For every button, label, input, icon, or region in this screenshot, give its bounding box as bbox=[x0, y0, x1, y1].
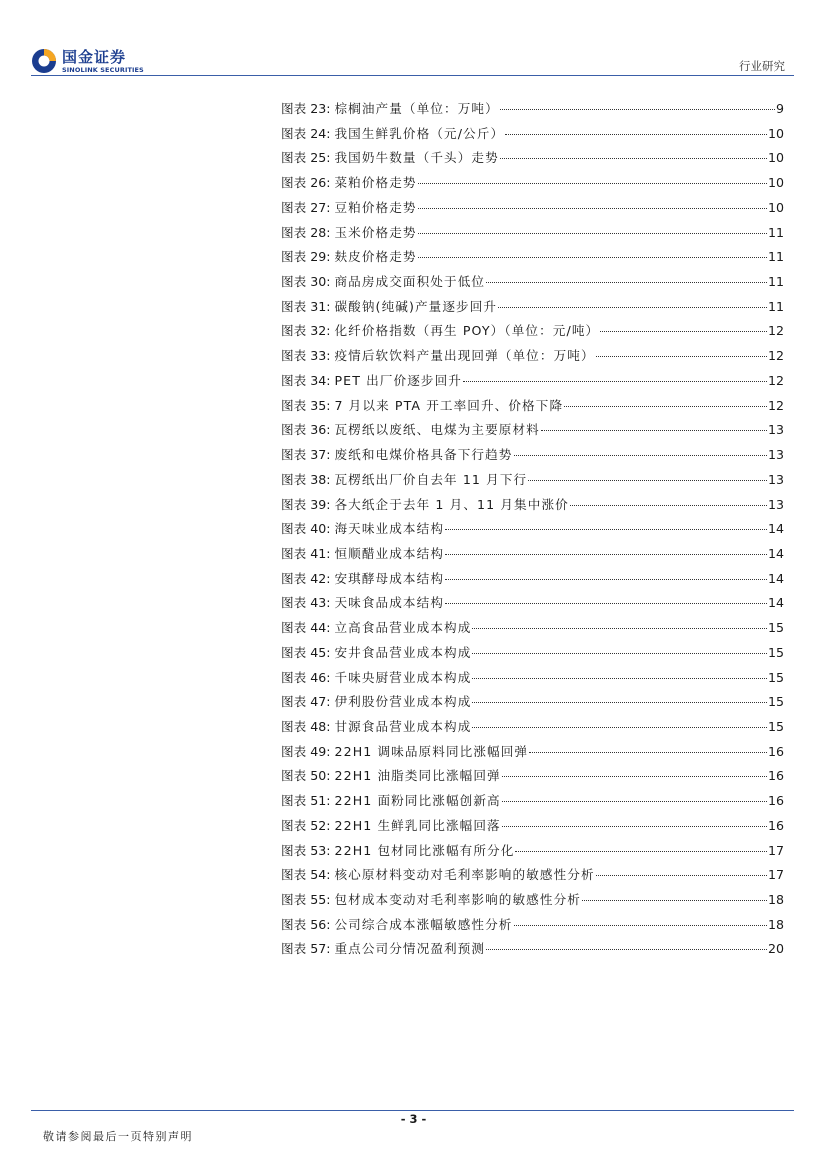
toc-entry-title: 伊利股份营业成本构成 bbox=[334, 694, 472, 710]
toc-entry-label: 图表 38: bbox=[281, 471, 331, 487]
toc-entry-label: 图表 52: bbox=[281, 817, 331, 833]
toc-dot-leader bbox=[445, 529, 767, 530]
toc-entry-page: 20 bbox=[767, 941, 784, 957]
toc-entry-page: 10 bbox=[767, 125, 784, 141]
toc-entry-page: 16 bbox=[767, 793, 784, 809]
toc-dot-leader bbox=[418, 257, 767, 258]
toc-entry-page: 12 bbox=[767, 372, 784, 388]
toc-entry-label: 图表 33: bbox=[281, 348, 331, 364]
toc-entry-page: 17 bbox=[767, 842, 784, 858]
toc-dot-leader bbox=[445, 554, 767, 555]
toc-entry-label: 图表 57: bbox=[281, 941, 331, 957]
toc-entry-title: 商品房成交面积处于低位 bbox=[334, 274, 486, 290]
toc-dot-leader bbox=[472, 678, 767, 679]
toc-dot-leader bbox=[514, 455, 767, 456]
toc-dot-leader bbox=[570, 505, 767, 506]
toc-entry-label: 图表 44: bbox=[281, 620, 331, 636]
toc-entry-page: 12 bbox=[767, 323, 784, 339]
toc-entry[interactable] bbox=[281, 521, 784, 546]
toc-entry-label: 图表 45: bbox=[281, 644, 331, 660]
toc-dot-leader bbox=[486, 282, 767, 283]
toc-dot-leader bbox=[514, 925, 767, 926]
toc-dot-leader bbox=[418, 233, 767, 234]
toc-entry-page: 13 bbox=[767, 422, 784, 438]
toc-entry[interactable] bbox=[281, 447, 784, 472]
toc-dot-leader bbox=[600, 331, 767, 332]
toc-entry-label: 图表 26: bbox=[281, 175, 331, 191]
toc-entry-page: 15 bbox=[767, 644, 784, 660]
header-divider bbox=[31, 75, 794, 76]
toc-entry[interactable] bbox=[281, 398, 784, 423]
toc-entry[interactable] bbox=[281, 670, 784, 695]
toc-entry-page: 10 bbox=[767, 150, 784, 166]
toc-entry[interactable] bbox=[281, 620, 784, 645]
toc-entry-title: 7 月以来 PTA 开工率回升、价格下降 bbox=[334, 397, 564, 413]
toc-dot-leader bbox=[498, 307, 767, 308]
toc-entry[interactable] bbox=[281, 768, 784, 793]
toc-entry-title: 千味央厨营业成本构成 bbox=[334, 669, 472, 685]
toc-entry-page: 11 bbox=[767, 224, 784, 240]
toc-dot-leader bbox=[515, 851, 767, 852]
toc-dot-leader bbox=[418, 208, 767, 209]
toc-entry[interactable] bbox=[281, 348, 784, 373]
toc-entry[interactable] bbox=[281, 917, 784, 942]
toc-entry-label: 图表 54: bbox=[281, 867, 331, 883]
toc-entry-label: 图表 49: bbox=[281, 743, 331, 759]
logo-english-name: SINOLINK SECURITIES bbox=[62, 66, 144, 74]
toc-entry-page: 12 bbox=[767, 397, 784, 413]
toc-entry-title: 瓦楞纸以废纸、电煤为主要原材料 bbox=[334, 422, 540, 438]
toc-entry-page: 12 bbox=[767, 348, 784, 364]
toc-entry-title: 安井食品营业成本构成 bbox=[334, 644, 472, 660]
toc-entry-page: 15 bbox=[767, 669, 784, 685]
toc-dot-leader bbox=[500, 109, 775, 110]
toc-dot-leader bbox=[541, 430, 767, 431]
toc-entry-label: 图表 41: bbox=[281, 545, 331, 561]
toc-entry-label: 图表 28: bbox=[281, 224, 331, 240]
toc-entry-title: 菜粕价格走势 bbox=[334, 175, 417, 191]
toc-entry-label: 图表 43: bbox=[281, 595, 331, 611]
toc-entry-title: 碳酸钠(纯碱)产量逐步回升 bbox=[334, 298, 498, 314]
toc-dot-leader bbox=[505, 134, 767, 135]
toc-entry[interactable] bbox=[281, 793, 784, 818]
toc-entry-page: 9 bbox=[775, 101, 784, 116]
toc-dot-leader bbox=[582, 900, 767, 901]
toc-entry-title: 甘源食品营业成本构成 bbox=[334, 718, 472, 734]
toc-entry[interactable] bbox=[281, 175, 784, 200]
toc-entry[interactable] bbox=[281, 299, 784, 324]
toc-entry-page: 18 bbox=[767, 916, 784, 932]
toc-entry-label: 图表 30: bbox=[281, 274, 331, 290]
toc-entry[interactable] bbox=[281, 694, 784, 719]
toc-dot-leader bbox=[486, 949, 767, 950]
toc-entry[interactable] bbox=[281, 818, 784, 843]
toc-dot-leader bbox=[564, 406, 767, 407]
toc-entry-label: 图表 37: bbox=[281, 447, 331, 463]
toc-entry[interactable] bbox=[281, 571, 784, 596]
toc-entry[interactable] bbox=[281, 150, 784, 175]
toc-dot-leader bbox=[418, 183, 767, 184]
toc-entry-label: 图表 48: bbox=[281, 718, 331, 734]
toc-dot-leader bbox=[502, 801, 767, 802]
toc-dot-leader bbox=[463, 381, 767, 382]
toc-entry-title: 安琪酵母成本结构 bbox=[334, 570, 445, 586]
toc-dot-leader bbox=[500, 158, 767, 159]
toc-entry-title: 化纤价格指数（再生 POY）（单位：元/吨） bbox=[334, 323, 600, 339]
toc-entry-label: 图表 23: bbox=[281, 101, 331, 116]
toc-entry-page: 10 bbox=[767, 175, 784, 191]
toc-entry-title: 重点公司分情况盈利预测 bbox=[334, 941, 486, 957]
toc-dot-leader bbox=[502, 826, 767, 827]
toc-entry-title: 核心原材料变动对毛利率影响的敏感性分析 bbox=[334, 867, 595, 883]
toc-entry-label: 图表 42: bbox=[281, 570, 331, 586]
toc-entry-title: 公司综合成本涨幅敏感性分析 bbox=[334, 916, 513, 932]
toc-entry-page: 15 bbox=[767, 718, 784, 734]
toc-entry-title: 疫情后软饮料产量出现回弹（单位：万吨） bbox=[334, 348, 595, 364]
toc-entry-label: 图表 25: bbox=[281, 150, 331, 166]
toc-entry-label: 图表 36: bbox=[281, 422, 331, 438]
footer-divider bbox=[31, 1110, 794, 1111]
toc-entry[interactable] bbox=[281, 892, 784, 917]
toc-entry-title: PET 出厂价逐步回升 bbox=[334, 372, 462, 388]
toc-entry-label: 图表 56: bbox=[281, 916, 331, 932]
toc-entry-title: 天味食品成本结构 bbox=[334, 595, 445, 611]
toc-dot-leader bbox=[596, 875, 767, 876]
toc-entry-label: 图表 29: bbox=[281, 249, 331, 265]
toc-entry-label: 图表 51: bbox=[281, 793, 331, 809]
toc-entry-title: 各大纸企于去年 1 月、11 月集中涨价 bbox=[334, 496, 569, 512]
toc-entry-title: 海天味业成本结构 bbox=[334, 521, 445, 537]
toc-entry-page: 14 bbox=[767, 521, 784, 537]
toc-entry-label: 图表 31: bbox=[281, 298, 331, 314]
toc-entry[interactable] bbox=[281, 719, 784, 744]
toc-entry-title: 瓦楞纸出厂价自去年 11 月下行 bbox=[334, 471, 528, 487]
toc-entry-page: 17 bbox=[767, 867, 784, 883]
toc-dot-leader bbox=[528, 480, 767, 481]
toc-entry-page: 11 bbox=[767, 249, 784, 265]
report-section-label: 行业研究 bbox=[739, 59, 785, 73]
toc-entry[interactable] bbox=[281, 546, 784, 571]
toc-entry-label: 图表 53: bbox=[281, 842, 331, 858]
toc-entry[interactable] bbox=[281, 101, 784, 126]
toc-entry[interactable] bbox=[281, 941, 784, 966]
sinolink-logo-icon bbox=[31, 48, 57, 74]
toc-dot-leader bbox=[529, 752, 767, 753]
toc-entry[interactable] bbox=[281, 867, 784, 892]
disclaimer-note: 敬请参阅最后一页特别声明 bbox=[43, 1130, 193, 1143]
toc-entry-label: 图表 34: bbox=[281, 372, 331, 388]
toc-entry-label: 图表 35: bbox=[281, 397, 331, 413]
toc-entry-page: 11 bbox=[767, 274, 784, 290]
toc-entry-page: 18 bbox=[767, 892, 784, 907]
toc-entry[interactable] bbox=[281, 126, 784, 151]
page-number: - 3 - bbox=[400, 1112, 427, 1126]
toc-entry-title: 豆粕价格走势 bbox=[334, 199, 417, 215]
toc-entry-label: 图表 47: bbox=[281, 694, 331, 710]
toc-entry-label: 图表 40: bbox=[281, 521, 331, 537]
toc-entry-title: 玉米价格走势 bbox=[334, 224, 417, 240]
toc-entry-page: 13 bbox=[767, 496, 784, 512]
toc-entry-page: 13 bbox=[767, 471, 784, 487]
toc-entry-title: 我国生鲜乳价格（元/公斤） bbox=[334, 125, 505, 141]
toc-dot-leader bbox=[445, 579, 767, 580]
toc-entry-label: 图表 46: bbox=[281, 669, 331, 685]
toc-entry-page: 11 bbox=[767, 298, 784, 314]
toc-entry-title: 恒顺醋业成本结构 bbox=[334, 545, 445, 561]
toc-entry-label: 图表 39: bbox=[281, 496, 331, 512]
toc-dot-leader bbox=[472, 727, 767, 728]
toc-entry-page: 14 bbox=[767, 570, 784, 586]
toc-dot-leader bbox=[472, 702, 767, 703]
toc-entry-title: 22H1 面粉同比涨幅创新高 bbox=[334, 793, 501, 809]
toc-entry-page: 13 bbox=[767, 447, 784, 463]
toc-entry[interactable] bbox=[281, 645, 784, 670]
sinolink-logo bbox=[31, 46, 161, 78]
toc-dot-leader bbox=[596, 356, 767, 357]
toc-entry[interactable] bbox=[281, 200, 784, 225]
toc-entry[interactable] bbox=[281, 249, 784, 274]
toc-entry[interactable] bbox=[281, 843, 784, 868]
toc-entry-page: 16 bbox=[767, 768, 784, 784]
toc-entry-page: 16 bbox=[767, 817, 784, 833]
page-header bbox=[0, 0, 827, 80]
toc-entry-page: 16 bbox=[767, 743, 784, 759]
toc-entry-title: 22H1 调味品原料同比涨幅回弹 bbox=[334, 743, 529, 759]
toc-entry-title: 麸皮价格走势 bbox=[334, 249, 417, 265]
toc-entry-title: 22H1 生鲜乳同比涨幅回落 bbox=[334, 817, 501, 833]
toc-entry[interactable] bbox=[281, 497, 784, 522]
toc-entry-page: 14 bbox=[767, 545, 784, 561]
toc-entry-label: 图表 24: bbox=[281, 125, 331, 141]
toc-entry-title: 22H1 包材同比涨幅有所分化 bbox=[334, 842, 515, 858]
toc-dot-leader bbox=[445, 603, 767, 604]
table-of-figures bbox=[281, 101, 784, 966]
toc-entry-label: 图表 27: bbox=[281, 199, 331, 215]
toc-entry-title: 立高食品营业成本构成 bbox=[334, 620, 472, 636]
toc-entry-label: 图表 50: bbox=[281, 768, 331, 784]
toc-entry[interactable] bbox=[281, 422, 784, 447]
toc-entry-page: 14 bbox=[767, 595, 784, 611]
toc-entry[interactable] bbox=[281, 323, 784, 348]
toc-entry-title: 棕榈油产量（单位：万吨） bbox=[334, 101, 499, 116]
toc-entry[interactable] bbox=[281, 595, 784, 620]
toc-entry[interactable] bbox=[281, 744, 784, 769]
toc-entry-page: 10 bbox=[767, 199, 784, 215]
toc-entry-label: 图表 32: bbox=[281, 323, 331, 339]
toc-entry-label: 图表 55: bbox=[281, 892, 331, 907]
toc-entry-title: 22H1 油脂类同比涨幅回弹 bbox=[334, 768, 501, 784]
toc-dot-leader bbox=[502, 776, 767, 777]
toc-entry[interactable] bbox=[281, 225, 784, 250]
toc-entry-page: 15 bbox=[767, 694, 784, 710]
toc-entry-title: 废纸和电煤价格具备下行趋势 bbox=[334, 447, 513, 463]
toc-entry[interactable] bbox=[281, 274, 784, 299]
toc-entry-page: 15 bbox=[767, 620, 784, 636]
logo-chinese-name: 国金证券 bbox=[62, 48, 127, 66]
toc-dot-leader bbox=[472, 653, 767, 654]
toc-dot-leader bbox=[472, 628, 767, 629]
toc-entry[interactable] bbox=[281, 472, 784, 497]
toc-entry[interactable] bbox=[281, 373, 784, 398]
toc-entry-title: 我国奶牛数量（千头）走势 bbox=[334, 150, 499, 166]
toc-entry-title: 包材成本变动对毛利率影响的敏感性分析 bbox=[334, 892, 581, 907]
